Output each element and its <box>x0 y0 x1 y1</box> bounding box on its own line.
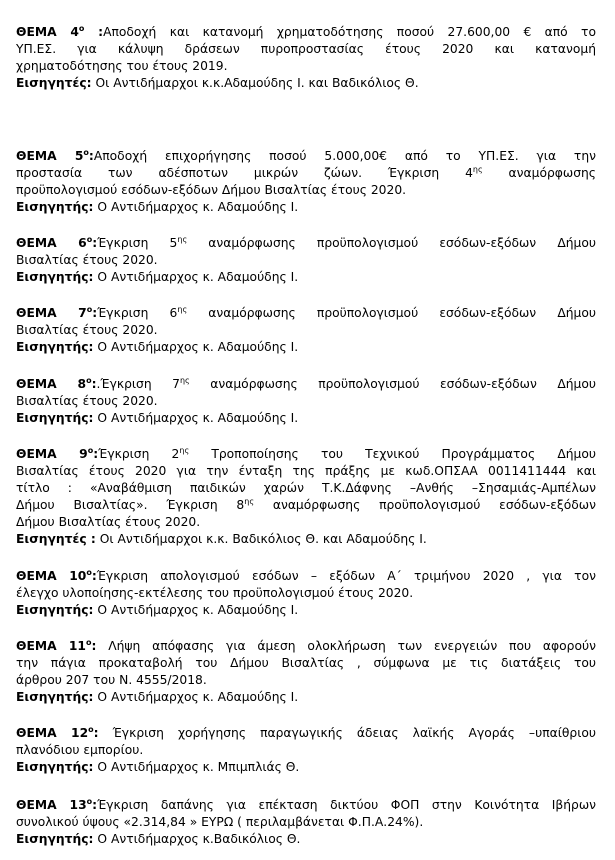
rapporteur-line <box>16 75 596 92</box>
item-line <box>16 638 596 655</box>
rapporteur-label: Εισηγητής: <box>16 832 94 846</box>
rapporteur-name: Ο Αντιδήμαρχος κ. Αδαμούδης Ι. <box>93 690 299 704</box>
item-line <box>16 568 596 585</box>
rapporteur-name: Ο Αντιδήμαρχος κ. Μπιμπλιάς Θ. <box>93 760 300 774</box>
item-line: ΘΕΜΑ $8^o:.Έ\gamma\kappa\rho\iota\sigma\eta$ $7^{\eta\varsigma}$ αναμόρφωσης προϋπολογισμού εσόδων-εξόδων Δήμου <box>16 376 596 391</box>
item-line: Βισαλτίας έτους 2020. <box>16 394 158 408</box>
item-text: Έγκριση δαπάνης για επέκταση δικτύου ΦΟΠ στην Κοινότητα Ιβήρων <box>97 798 596 812</box>
agenda-item-11 <box>16 638 596 706</box>
item-line: προστασία των αδέσποτων μικρών ζώων. Έγκριση $4^{\eta\varsigma}$ αναμόρφωσης <box>16 165 596 180</box>
item-line: ΘΕΜΑ $9^o:Έ\gamma\kappa\rho\iota\sigma\eta$ $2^{\eta\varsigma}$ Τροποποίησης του Τεχνικού Προγράμματος Δήμου <box>16 446 596 461</box>
agenda-item-5 <box>16 148 596 216</box>
rapporteur-line <box>16 410 596 427</box>
item-label: ΘΕΜΑ $9^o$: <box>16 446 99 461</box>
item-text: Αποδοχή επιχορήγησης ποσού 5.000,00€ από το ΥΠ.ΕΣ. για την <box>93 149 596 163</box>
item-label: ΘΕΜΑ $10^o$: <box>16 568 97 583</box>
item-line <box>16 24 596 41</box>
item-line: Βισαλτίας έτους 2020. <box>16 323 158 337</box>
rapporteur-name: Ο Αντιδήμαρχος κ.Βαδικόλιος Θ. <box>93 832 301 846</box>
rapporteur-name: Οι Αντιδήμαρχοι κ.κ.Αδαμούδης Ι. και Βαδικόλιος Θ. <box>91 76 419 90</box>
agenda-item-8 <box>16 376 596 427</box>
rapporteur-label: Εισηγητής: <box>16 690 94 704</box>
item-line: προϋπολογισμού εσόδων-εξόδων Δήμου Βισαλτίας έτους 2020. <box>16 183 407 197</box>
agenda-item-6 <box>16 235 596 286</box>
item-line: συνολικού ύψους «2.314,84 » ΕΥΡΩ ( περιλαμβάνεται Φ.Π.Α.24%). <box>16 815 424 829</box>
rapporteur-name: Οι Αντιδήμαρχοι κ.κ. Βαδικόλιος Θ. και Αδαμούδης Ι. <box>95 532 427 546</box>
rapporteur-name: Ο Αντιδήμαρχος κ. Αδαμούδης Ι. <box>93 411 299 425</box>
item-text: Λήψη απόφασης για άμεση ολοκλήρωση των ενεργειών που αφορούν <box>96 639 596 653</box>
agenda-item-9 <box>16 446 596 548</box>
rapporteur-line <box>16 531 596 548</box>
rapporteur-label: Εισηγητές : <box>16 532 96 546</box>
agenda-item-7 <box>16 305 596 356</box>
agenda-item-10 <box>16 568 596 619</box>
item-label: ΘΕΜΑ $8^o$: <box>16 376 97 391</box>
rapporteur-line <box>16 269 596 286</box>
item-line: ΘΕΜΑ $6^o:Έ\gamma\kappa\rho\iota\sigma\eta$ $5^{\eta\varsigma}$ αναμόρφωσης προϋπολογισμού εσόδων-εξόδων Δήμου <box>16 235 596 250</box>
item-label: ΘΕΜΑ $4^o$ : <box>16 24 104 39</box>
rapporteur-line <box>16 831 596 848</box>
item-text: Έγκριση χορήγησης παραγωγικής άδειας λαϊκής Αγοράς –υπαίθριου <box>98 726 596 740</box>
item-line <box>16 725 596 742</box>
item-line <box>16 797 596 814</box>
item-line: χρηματοδότησης του έτους 2019. <box>16 59 228 73</box>
rapporteur-label: Εισηγητές: <box>16 76 92 90</box>
rapporteur-label: Εισηγητής: <box>16 200 94 214</box>
rapporteur-label: Εισηγητής: <box>16 411 94 425</box>
item-label: ΘΕΜΑ $7^o$: <box>16 305 98 320</box>
item-line: τίτλο : «Αναβάθμιση παιδικών χαρών Τ.Κ.Δάφνης –Ανθής –Σησαμιάς-Αμπέλων <box>16 481 596 495</box>
item-line: Βισαλτίας έτους 2020 για την ένταξη της πράξης με κωδ.ΟΠΣΑΑ 0011411444 και <box>16 464 596 478</box>
rapporteur-name: Ο Αντιδήμαρχος κ. Αδαμούδης Ι. <box>93 200 299 214</box>
item-label: ΘΕΜΑ $13^o$: <box>16 797 98 812</box>
rapporteur-line <box>16 689 596 706</box>
rapporteur-line <box>16 759 596 776</box>
item-line: ΘΕΜΑ $7^o:Έ\gamma\kappa\rho\iota\sigma\eta$ $6^{\eta\varsigma}$ αναμόρφωσης προϋπολογισμού εσόδων-εξόδων Δήμου <box>16 305 596 320</box>
agenda-item-12 <box>16 725 596 776</box>
item-label: ΘΕΜΑ $5^o$: <box>16 148 94 163</box>
agenda-item-4 <box>16 24 596 92</box>
item-label: ΘΕΜΑ $6^o$: <box>16 235 98 250</box>
rapporteur-label: Εισηγητής: <box>16 760 94 774</box>
item-line: ΥΠ.ΕΣ. για κάλυψη δράσεων πυροπροστασίας έτους 2020 και κατανομή <box>16 42 596 56</box>
item-line: Δήμου Βισαλτίας». Έγκριση $8^{\eta\varsigma}$ αναμόρφωσης προϋπολογισμού εσόδων-εξόδων <box>16 497 596 512</box>
item-line: πλανόδιου εμπορίου. <box>16 743 144 757</box>
item-line: Βισαλτίας έτους 2020. <box>16 253 158 267</box>
rapporteur-label: Εισηγητής: <box>16 340 94 354</box>
item-line: Δήμου Βισαλτίας έτους 2020. <box>16 515 201 529</box>
item-line: έλεγχο υλοποίησης-εκτέλεσης του προϋπολογισμού έτους 2020. <box>16 586 414 600</box>
rapporteur-name: Ο Αντιδήμαρχος κ. Αδαμούδης Ι. <box>93 270 299 284</box>
rapporteur-name: Ο Αντιδήμαρχος κ. Αδαμούδης Ι. <box>93 340 299 354</box>
rapporteur-label: Εισηγητής: <box>16 270 94 284</box>
rapporteur-line <box>16 199 596 216</box>
item-label: ΘΕΜΑ $12^o$: <box>16 725 99 740</box>
item-label: ΘΕΜΑ $11^o$: <box>16 638 97 653</box>
rapporteur-label: Εισηγητής: <box>16 603 94 617</box>
item-line <box>16 148 596 165</box>
item-line: άρθρου 207 του Ν. 4555/2018. <box>16 673 207 687</box>
rapporteur-line <box>16 339 596 356</box>
agenda-item-13 <box>16 797 596 848</box>
rapporteur-name: Ο Αντιδήμαρχος κ. Αδαμούδης Ι. <box>93 603 299 617</box>
item-text: Αποδοχή και κατανομή χρηματοδότησης ποσού 27.600,00 € από το <box>103 25 596 39</box>
item-line: την πάγια προκαταβολή του Δήμου Βισαλτίας , σύμφωνα με τις διατάξεις του <box>16 656 596 670</box>
item-text: Έγκριση απολογισμού εσόδων – εξόδων Α΄ τριμήνου 2020 , για τον <box>96 569 596 583</box>
rapporteur-line <box>16 602 596 619</box>
